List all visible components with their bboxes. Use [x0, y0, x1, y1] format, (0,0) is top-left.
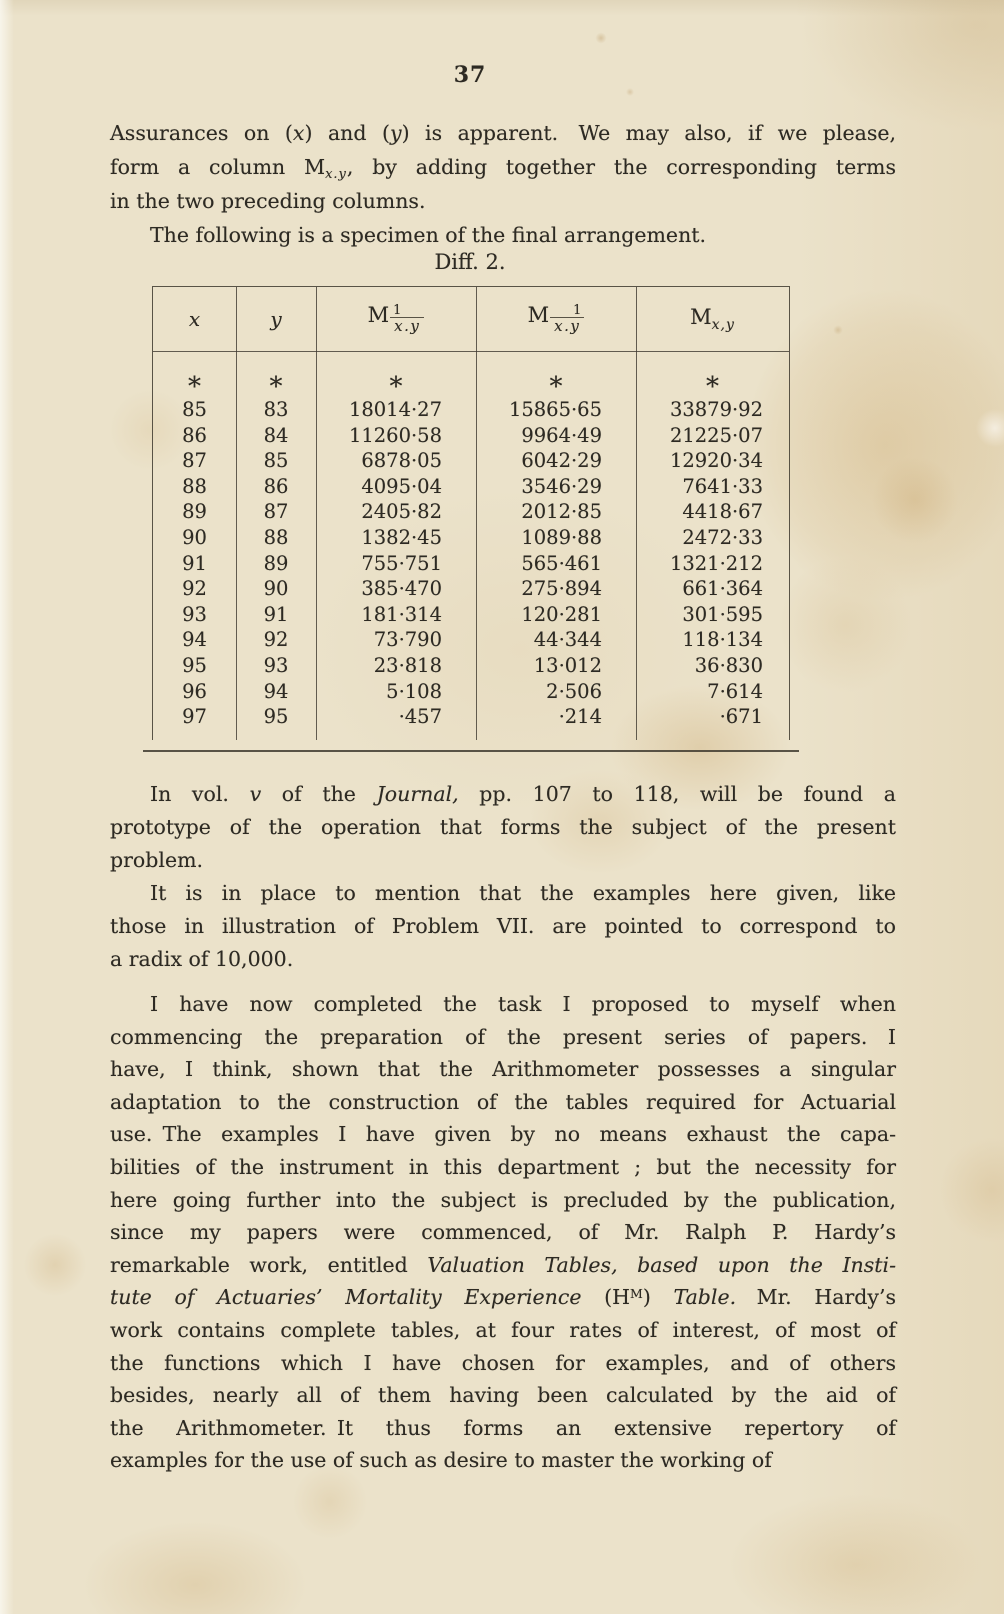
- table-cell: 565·461: [521, 551, 602, 575]
- table-cell: 93: [263, 653, 289, 677]
- table-cell: ·214: [558, 705, 602, 729]
- table-cell: 87: [182, 449, 207, 473]
- text-line: The following is a specimen of the final arrangement.: [150, 223, 707, 247]
- table-cell: 88: [263, 525, 289, 549]
- table-cell: [316, 367, 476, 402]
- paragraph-journal: [110, 778, 896, 877]
- table-cell: 91: [263, 602, 289, 626]
- table-row: [153, 525, 789, 551]
- table-cell: 15865·65: [508, 398, 602, 421]
- col-header-m1-xy: M $\frac{1}{x.y}$: [316, 303, 476, 335]
- table-cell: 91: [182, 551, 207, 575]
- table-cell: 661·364: [682, 577, 763, 601]
- col-header-m-xy: $M_{x,y}$: [690, 305, 735, 333]
- text-line: adaptation to the construction of the tables required for Actuarial: [110, 1089, 896, 1114]
- column-rule: [316, 287, 317, 740]
- text-line: in the two preceding columns.: [110, 189, 426, 213]
- table-cell: [476, 367, 636, 402]
- page-number: 37: [453, 62, 487, 88]
- text-line: bilities of the instrument in this department ; but the necessity for: [110, 1154, 896, 1179]
- table-cell: 95: [182, 653, 207, 677]
- fraction-notation: $\frac{1}{x.y}$: [390, 305, 424, 335]
- table-header: [153, 287, 789, 351]
- text-line: form a column $M_{x.y}$, by adding together the corresponding terms: [110, 155, 897, 182]
- table-row: [153, 499, 789, 525]
- table-cell: 73·790: [373, 628, 442, 652]
- table-cell: 89: [182, 500, 207, 524]
- header-rule: [153, 351, 789, 352]
- table-cell: 33879·92: [669, 398, 763, 421]
- table-caption: Diff. 2.: [434, 250, 506, 274]
- table-row: [153, 576, 789, 602]
- table-cell: 301·595: [682, 602, 763, 626]
- table-cell: 90: [263, 577, 289, 601]
- text-line: since my papers were commenced, of Mr. Ralph P. Hardy’s: [110, 1220, 896, 1245]
- table-cell: 2472·33: [682, 525, 763, 549]
- table-cell: 4095·04: [361, 474, 442, 498]
- table-cell: 44·344: [533, 628, 602, 652]
- text-line: those in illustration of Problem VII. are pointed to correspond to: [110, 914, 896, 938]
- asterisk-glyph: *: [389, 372, 403, 402]
- text-line: In vol. v of the Journal, pp. 107 to 118, will be found a: [150, 782, 896, 806]
- table-cell: 1382·45: [361, 525, 442, 549]
- text-line: I have now completed the task I proposed to myself when: [150, 992, 896, 1016]
- text-line: the Arithmometer. It thus forms an extensive repertory of: [110, 1415, 896, 1440]
- col-header-m-xy1: M $\frac{1}{x.y}$: [476, 303, 636, 335]
- table-row: [153, 397, 789, 423]
- fraction-notation: $\frac{1}{x.y}$: [550, 305, 584, 335]
- table-cell: 13·012: [533, 653, 602, 677]
- table-cell: 86: [263, 474, 289, 498]
- table-cell: 6042·29: [521, 449, 602, 473]
- table-cell: 92: [182, 577, 207, 601]
- text-line: use. The examples I have given by no means exhaust the capa-: [110, 1122, 896, 1147]
- table-row: [153, 423, 789, 449]
- asterisk-glyph: *: [188, 372, 201, 402]
- table-cell: 21225·07: [669, 423, 763, 447]
- table-cell: 5·108: [386, 679, 442, 703]
- text-line: prototype of the operation that forms the subject of the present: [110, 815, 896, 839]
- table-cell: 93: [182, 602, 207, 626]
- table-cell: 755·751: [361, 551, 442, 575]
- col-header-y: y: [270, 307, 282, 331]
- table-star-row: [153, 367, 789, 402]
- table-cell: 6878·05: [361, 449, 442, 473]
- table-cell: 7641·33: [682, 474, 763, 498]
- table-cell: 275·894: [521, 577, 602, 601]
- table-cell: 84: [263, 423, 289, 447]
- table-cell: 385·470: [361, 577, 442, 601]
- paragraph-radix: [110, 877, 896, 976]
- table-cell: 89: [263, 551, 289, 575]
- table-cell: 7·614: [707, 679, 763, 703]
- column-rule: [236, 287, 237, 740]
- table-cell: 2·506: [546, 679, 602, 703]
- column-rule: [636, 287, 637, 740]
- table-cell: 94: [182, 628, 207, 652]
- table-cell: 1089·88: [521, 525, 602, 549]
- col-header-x: x: [188, 307, 201, 331]
- table-cell: 95: [263, 705, 289, 729]
- table-cell: 85: [263, 449, 289, 473]
- table-cell: ·457: [398, 705, 442, 729]
- table-row: [153, 653, 789, 679]
- table-row: [153, 551, 789, 577]
- text-line: a radix of 10,000.: [110, 947, 294, 971]
- table-cell: 36·830: [694, 653, 763, 677]
- text-line: examples for the use of such as desire to master the working of: [110, 1448, 772, 1473]
- table-cell: 18014·27: [348, 398, 442, 421]
- asterisk-glyph: *: [706, 372, 719, 402]
- table-row: [153, 679, 789, 705]
- table-cell: 23·818: [373, 653, 442, 677]
- table-cell: [236, 367, 316, 402]
- table-cell: 83: [263, 398, 289, 421]
- column-rule: [476, 287, 477, 740]
- table-cell: 2405·82: [361, 500, 442, 524]
- text-line: commencing the preparation of the present series of papers. I: [110, 1024, 896, 1049]
- table-row: [153, 474, 789, 500]
- text-line: remarkable work, entitled Valuation Tables, based upon the Insti-: [110, 1252, 896, 1277]
- table-cell: 118·134: [682, 628, 763, 652]
- table-cell: 11260·58: [348, 423, 442, 447]
- specimen-table: [152, 286, 790, 740]
- table-cell: [636, 367, 789, 402]
- table-cell: 97: [182, 705, 207, 729]
- table-cell: 2012·85: [521, 500, 602, 524]
- table-row: [153, 627, 789, 653]
- table-bottom-rule: [143, 750, 799, 752]
- table-cell: ·671: [719, 705, 763, 729]
- text-line: the functions which I have chosen for examples, and of others: [110, 1350, 896, 1375]
- paragraph-conclusion: [110, 988, 896, 1477]
- table-cell: 181·314: [361, 602, 442, 626]
- text-line: problem.: [110, 848, 204, 872]
- table-cell: 85: [182, 398, 207, 421]
- table-cell: 87: [263, 500, 289, 524]
- asterisk-glyph: *: [549, 372, 563, 402]
- text-line: have, I think, shown that the Arithmometer possesses a singular: [110, 1057, 896, 1082]
- table-cell: 88: [182, 474, 207, 498]
- text-line: here going further into the subject is precluded by the publication,: [110, 1187, 896, 1212]
- table-row: [153, 602, 789, 628]
- table-cell: 90: [182, 525, 207, 549]
- text-line: work contains complete tables, at four rates of interest, of most of: [110, 1317, 896, 1342]
- table-cell: 4418·67: [682, 500, 763, 524]
- table-cell: 3546·29: [521, 474, 602, 498]
- table-row: [153, 704, 789, 730]
- paragraph-assurances: [110, 116, 896, 252]
- asterisk-glyph: *: [269, 372, 283, 402]
- text-line: tute of Actuaries’ Mortality Experience $(H^M)$ Table. Mr. Hardy’s: [110, 1285, 896, 1310]
- table-cell: 120·281: [521, 602, 602, 626]
- table-cell: [153, 367, 236, 402]
- text-line: Assurances on (x) and (y) is apparent. We may also, if we please,: [110, 121, 897, 145]
- table-row: [153, 448, 789, 474]
- table-cell: 94: [263, 679, 289, 703]
- table-cell: 9964·49: [521, 423, 602, 447]
- text-line: It is in place to mention that the examples here given, like: [150, 881, 896, 905]
- table-cell: 92: [263, 628, 289, 652]
- table-cell: 86: [182, 423, 207, 447]
- table-cell: 1321·212: [669, 551, 763, 575]
- table-cell: 96: [182, 679, 207, 703]
- table-body: [153, 351, 789, 730]
- table-cell: 12920·34: [669, 449, 763, 473]
- text-line: besides, nearly all of them having been calculated by the aid of: [110, 1383, 896, 1408]
